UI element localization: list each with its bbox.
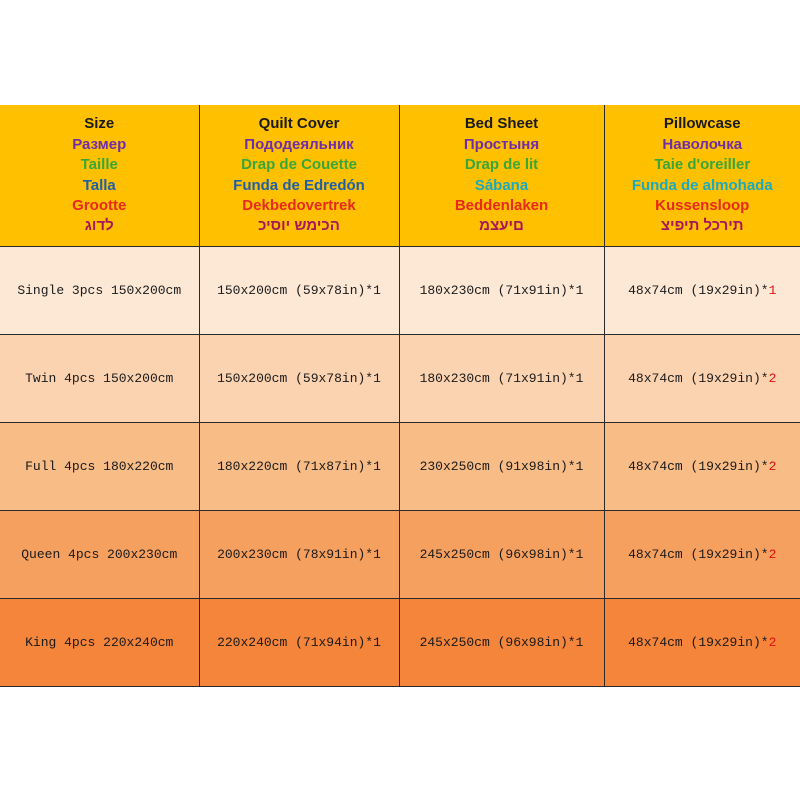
pillowcase-quantity: 2 xyxy=(768,459,777,474)
size-cell: Twin 4pcs 150x200cm xyxy=(0,335,199,423)
size-cell: King 4pcs 220x240cm xyxy=(0,599,199,687)
size-chart-table xyxy=(0,105,800,687)
size-cell: Single 3pcs 150x200cm xyxy=(0,247,199,335)
header-line: Пододеяльник xyxy=(244,135,354,153)
bed-sheet-cell: 180x230cm (71x91in)*1 xyxy=(399,247,604,335)
pillowcase-quantity: 1 xyxy=(768,283,777,298)
header-bed-sheet xyxy=(399,105,604,247)
header-line: Размер xyxy=(72,135,127,153)
header-line: הכימש יוסיכ xyxy=(258,217,340,235)
table-row xyxy=(0,247,800,335)
header-line: Size xyxy=(84,115,115,133)
pillowcase-dimensions: 48x74cm (19x29in)* xyxy=(628,635,769,650)
quilt-cover-cell: 180x220cm (71x87in)*1 xyxy=(199,423,399,511)
header-line: Dekbedovertrek xyxy=(242,196,356,214)
pillowcase-cell xyxy=(604,423,800,511)
header-line: םיעצמ xyxy=(479,217,524,235)
bed-sheet-cell: 245x250cm (96x98in)*1 xyxy=(399,511,604,599)
header-line: Drap de lit xyxy=(464,156,539,174)
quilt-cover-cell: 150x200cm (59x78in)*1 xyxy=(199,335,399,423)
size-cell: Queen 4pcs 200x230cm xyxy=(0,511,199,599)
bed-sheet-cell: 245x250cm (96x98in)*1 xyxy=(399,599,604,687)
pillowcase-quantity: 2 xyxy=(768,371,777,386)
size-cell: Full 4pcs 180x220cm xyxy=(0,423,199,511)
pillowcase-dimensions: 48x74cm (19x29in)* xyxy=(628,283,769,298)
header-size xyxy=(0,105,199,247)
pillowcase-cell xyxy=(604,247,800,335)
pillowcase-quantity: 2 xyxy=(768,547,777,562)
header-line: Drap de Couette xyxy=(241,156,357,174)
header-line: Funda de Edredón xyxy=(233,176,365,194)
bed-sheet-cell: 180x230cm (71x91in)*1 xyxy=(399,335,604,423)
pillowcase-cell xyxy=(604,511,800,599)
header-line: Beddenlaken xyxy=(454,196,549,214)
table-row xyxy=(0,511,800,599)
header-line: Kussensloop xyxy=(655,196,750,214)
header-line: תירכל תיפיצ xyxy=(660,217,744,235)
header-row xyxy=(0,105,800,247)
table-row xyxy=(0,599,800,687)
header-line: Taie d'oreiller xyxy=(654,156,751,174)
bed-sheet-cell: 230x250cm (91x98in)*1 xyxy=(399,423,604,511)
header-line: Простыня xyxy=(463,135,540,153)
header-line: לדוג xyxy=(84,217,114,235)
header-pillowcase xyxy=(604,105,800,247)
table-row xyxy=(0,423,800,511)
header-line: Pillowcase xyxy=(663,115,741,133)
header-line: Bed Sheet xyxy=(464,115,539,133)
header-line: Наволочка xyxy=(662,135,743,153)
header-line: Grootte xyxy=(72,196,127,214)
header-line: Quilt Cover xyxy=(258,115,340,133)
header-line: Talla xyxy=(82,176,116,194)
pillowcase-dimensions: 48x74cm (19x29in)* xyxy=(628,459,769,474)
quilt-cover-cell: 220x240cm (71x94in)*1 xyxy=(199,599,399,687)
quilt-cover-cell: 150x200cm (59x78in)*1 xyxy=(199,247,399,335)
quilt-cover-cell: 200x230cm (78x91in)*1 xyxy=(199,511,399,599)
pillowcase-cell xyxy=(604,335,800,423)
header-line: Funda de almohada xyxy=(631,176,773,194)
header-line: Sábana xyxy=(474,176,529,194)
header-quilt-cover xyxy=(199,105,399,247)
pillowcase-dimensions: 48x74cm (19x29in)* xyxy=(628,547,769,562)
pillowcase-dimensions: 48x74cm (19x29in)* xyxy=(628,371,769,386)
table-row xyxy=(0,335,800,423)
pillowcase-quantity: 2 xyxy=(768,635,777,650)
pillowcase-cell xyxy=(604,599,800,687)
header-line: Taille xyxy=(80,156,118,174)
